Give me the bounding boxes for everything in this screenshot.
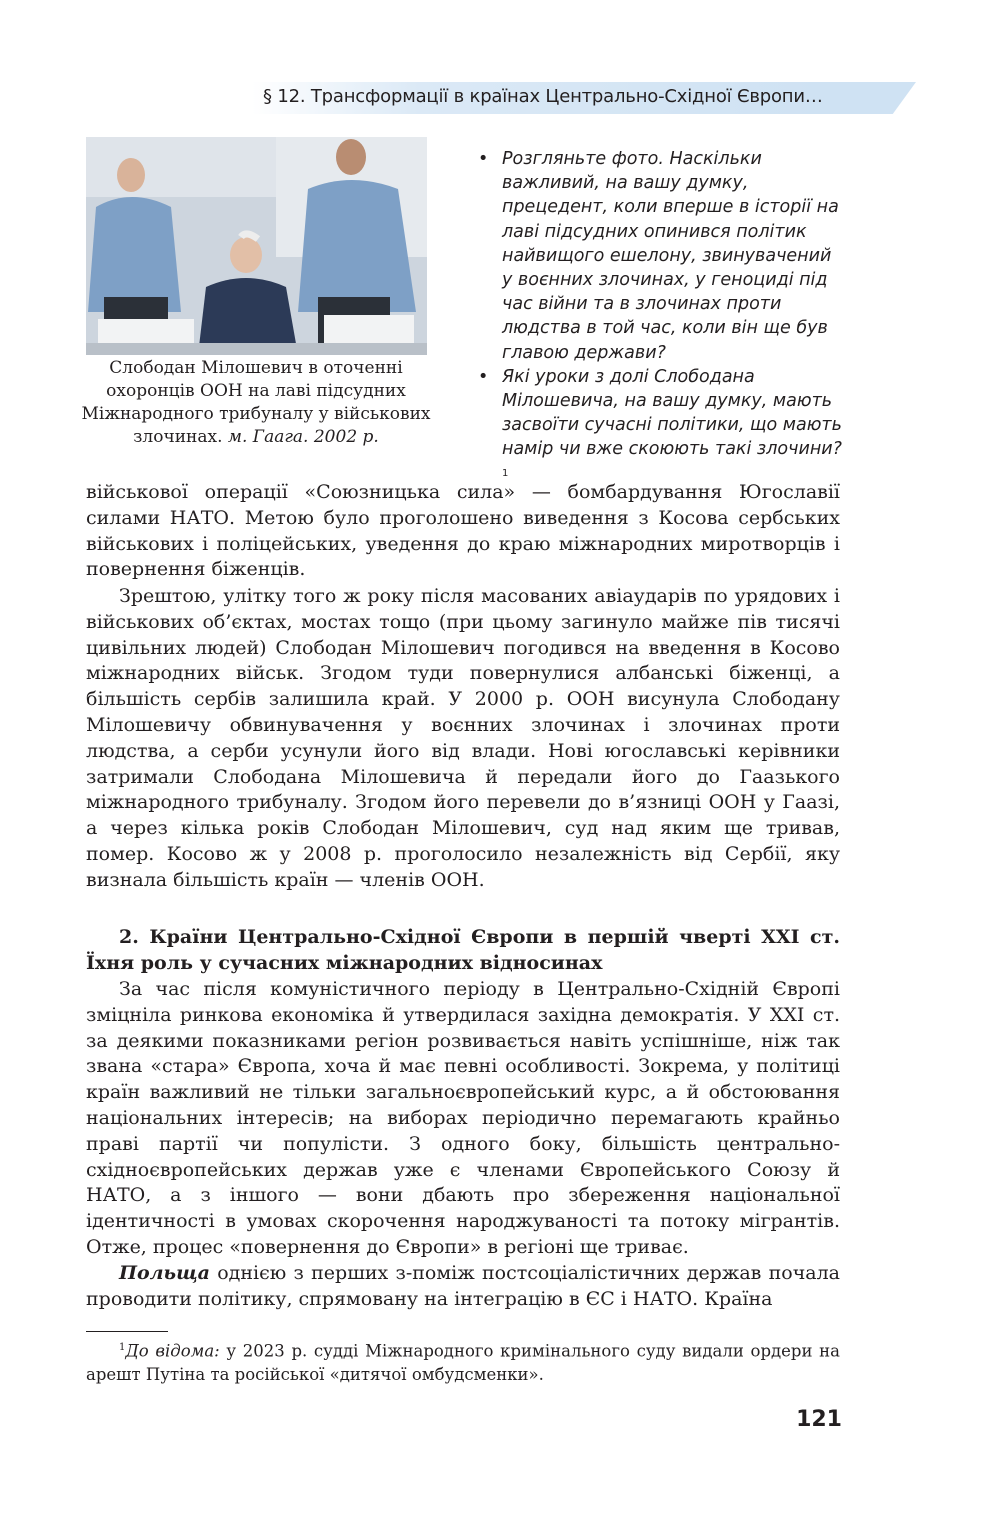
trial-photo (86, 137, 427, 355)
photo-caption-place-date: м. Гаага. 2002 р. (227, 427, 379, 447)
page-number: 121 (796, 1407, 842, 1432)
running-header-title: § 12. Трансформації в країнах Центрально-Східної Європи… (263, 86, 823, 107)
question-item: • Розгляньте фото. Наскільки важливий, на вашу думку, прецедент, коли вперше в історії на лаві підсудних опинився політик найвищого ешелону, звинувачений у воєнних злочинах, у геноциді під час війни та в злочинах проти людства в той час, коли він ще був главою держави? (478, 147, 844, 365)
poland-text: однією з перших з-поміж постсоціалістичних держав почала проводити політику, спрямовану на інтеграцію в ЄС і НАТО. Країна (86, 1262, 840, 1310)
footnote-label: До відома: (125, 1341, 220, 1361)
paragraph-continuation: військової операції «Союзницька сила» — бомбардування Югославії силами НАТО. Метою було проголошено виведення з Косова сербських військових і поліцейських, уведення до краю міжнародних миротворців і повернення біженців. (86, 481, 840, 581)
photo-questions (478, 147, 844, 490)
footnote (86, 1336, 840, 1386)
footnote-mark: 1 (119, 1342, 126, 1353)
footnote-reference: 1 (502, 467, 509, 479)
photo-caption (80, 357, 432, 449)
photo-caption-text: Слободан Мілошевич в оточенні охоронців ООН на лаві підсудних Міжнародного трибуналу у військових злочинах. (81, 358, 431, 447)
trial-photo-illustration (86, 137, 427, 355)
paragraph-poland (86, 1261, 840, 1313)
poland-lead: Польща (119, 1262, 210, 1284)
paragraph-kosovo: Зрештою, улітку того ж року після масованих авіаударів по урядових і військових об’єктах, мостах тощо (при цьому загинуло майже пів тисячі цивільних людей) Слободан Мілошевич погодився на введення в Косово міжнародних військ. Згодом туди повернулися албанські біженці, а більшість сербів залишила край. У 2000 р. ООН висунула Слободану Мілошевичу обвинувачення у воєнних злочинах і злочинах проти людства, а серби усунули його від влади. Нові югославські керівники затримали Слободана Мілошевича й передали його до Гаазького міжнародного трибуналу. Згодом його перевели до в’язниці ООН у Гаазі, а через кілька років Слободан Мілошевич, суд над яким ще тривав, помер. Косово ж у 2008 р. проголосило незалежність від Сербії, яку визнала більшість країн — членів ООН. (86, 585, 840, 891)
section-heading: 2. Країни Центрально-Східної Європи в першій чверті XXI ст. Їхня роль у сучасних міжнародних відносинах (86, 926, 840, 974)
question-item: • Які уроки з долі Слободана Мілошевича, на вашу думку, мають засвоїти сучасні політики, що мають намір чи вже скоюють такі злочини? $^1$ (478, 365, 844, 490)
footnote-divider (86, 1331, 168, 1332)
footnote-text: у 2023 р. судді Міжнародного кримінального суду видали ордери на арешт Путіна та російської «дитячої омбудсменки». (86, 1341, 840, 1384)
paragraph-region: За час після комуністичного періоду в Центрально-Східній Європі зміцніла ринкова економіка й утвердилася західна демократія. У XXI ст. за деякими показниками регіон розвивається навіть успішніше, ніж так звана «стара» Європа, хоча й має певні особливості. Зокрема, у політиці країн важливий не тільки загальноєвропейський курс, а й обстоювання національних інтересів; на виборах періодично перемагають крайньо праві партії чи популісти. З одного боку, більшість центрально-східноєвропейських держав уже є членами Європейського Союзу й НАТО, а з іншого — вони дбають про збереження національної ідентичності в умовах скорочення народжуваності та потоку мігрантів. Отже, процес «повернення до Європи» в регіоні ще триває. (86, 978, 840, 1258)
